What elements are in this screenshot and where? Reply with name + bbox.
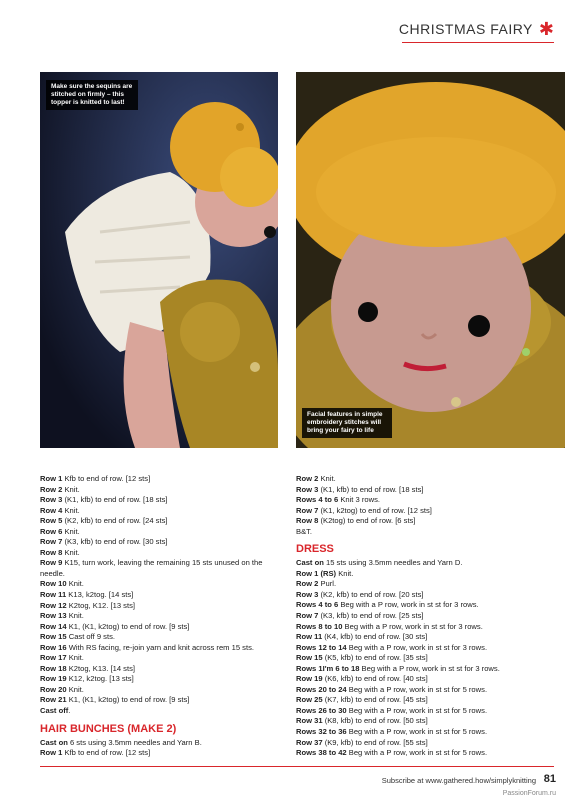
pattern-row [40, 664, 278, 675]
pattern-row [40, 527, 278, 538]
pattern-row [40, 706, 278, 717]
row-label: Rows 32 to 36 [296, 727, 347, 737]
row-label: Row 3 [296, 484, 319, 494]
row-label: Row 19 [296, 674, 323, 684]
watermark: PassionForum.ru [502, 790, 556, 797]
asterisk-star-icon: ✱ [538, 19, 554, 39]
row-label: Cast on [296, 558, 324, 568]
pattern-row [296, 569, 546, 580]
row-text: 6 sts using 3.5mm needles and Yarn B. [67, 737, 202, 747]
pattern-row [296, 738, 546, 749]
row-label: Row 12 [40, 600, 67, 610]
pattern-row [296, 611, 546, 622]
row-label: Row 9 [40, 558, 63, 568]
pattern-row [296, 527, 546, 538]
pattern-row [296, 695, 546, 706]
row-label: Row 2 [40, 484, 63, 494]
pattern-row [296, 622, 546, 633]
pattern-row [40, 548, 278, 559]
row-label: Rows 4 to 6 [296, 600, 339, 610]
pattern-row [296, 632, 546, 643]
row-text: Knit. [62, 547, 80, 557]
page-number: 81 [543, 773, 556, 785]
row-text: B&T. [296, 526, 313, 536]
row-label: Row 18 [40, 663, 67, 673]
pattern-row [40, 516, 278, 527]
pattern-row [296, 716, 546, 727]
pattern-row [296, 590, 546, 601]
row-label: Row 15 [296, 653, 323, 663]
row-label: Cast on [40, 737, 68, 747]
pattern-row [40, 653, 278, 664]
row-label: Row 2 [296, 474, 319, 483]
pattern-row [40, 474, 278, 485]
row-text: (K2tog) to end of row. [6 sts] [318, 516, 416, 526]
row-text: Beg with a P row, work in st st for 5 rows. [346, 727, 488, 737]
row-label: Row 1 [40, 748, 63, 758]
row-label: Row 21 [40, 695, 67, 705]
row-label: Row 19 [40, 674, 67, 684]
row-text: Knit. [336, 568, 354, 578]
pattern-row [296, 727, 546, 738]
row-text: K2tog, K12. [13 sts] [66, 600, 135, 610]
row-text: Knit. [62, 526, 80, 536]
row-label: Row 6 [40, 526, 63, 536]
row-text: Knit. [66, 579, 84, 589]
pattern-row [296, 516, 546, 527]
row-label: Rows 1I'm 6 to 18 [296, 663, 360, 673]
subscribe-link[interactable]: Subscribe at www.gathered.how/simplyknitting [381, 776, 536, 785]
pattern-row [40, 495, 278, 506]
pattern-row [296, 706, 546, 717]
pattern-row [296, 664, 546, 675]
row-label: Rows 4 to 6 [296, 495, 339, 505]
photo-caption-left: Make sure the sequins are stitched on firmly – this topper is knitted to last! [46, 80, 138, 110]
dress-rows-list [296, 558, 546, 758]
row-text: Beg with a P row, work in st st for 5 rows. [346, 748, 488, 758]
pattern-row [296, 600, 546, 611]
row-label: Row 11 [296, 632, 323, 642]
row-label: Rows 26 to 30 [296, 705, 347, 715]
section-title: CHRISTMAS FAIRY [398, 21, 533, 37]
row-label: Row 5 [40, 516, 63, 526]
pattern-row [40, 685, 278, 696]
pattern-row [40, 643, 278, 654]
row-label: Row 3 [40, 495, 63, 505]
row-label: Row 4 [40, 505, 63, 515]
row-label: Row 1 (RS) [296, 568, 337, 578]
pattern-row [40, 695, 278, 706]
pattern-row [40, 579, 278, 590]
pattern-row [40, 748, 278, 759]
row-label: Row 11 [40, 590, 67, 600]
row-text: (K1, kfb) to end of row. [18 sts] [62, 495, 168, 505]
row-text: (K4, kfb) to end of row. [30 sts] [322, 632, 428, 642]
row-label: Row 25 [296, 695, 323, 705]
row-text: Beg with a P row, work in st st for 3 rows. [359, 663, 500, 673]
row-label: Row 2 [296, 579, 319, 589]
photo-caption-right: Facial features in simple embroidery stitches will bring your fairy to life [302, 408, 392, 438]
row-label: Row 16 [40, 642, 67, 652]
pattern-row [40, 632, 278, 643]
row-label: Row 1 [40, 474, 63, 483]
hair-bunches-heading: HAIR BUNCHES (MAKE 2) [40, 722, 177, 735]
row-text: K2tog, K13. [14 sts] [66, 663, 135, 673]
pattern-row [296, 674, 546, 685]
row-text: Beg with a P row, work in st st for 3 rows. [342, 621, 483, 631]
row-label: Row 37 [296, 737, 323, 747]
pattern-row [296, 579, 546, 590]
row-text: (K8, kfb) to end of row. [50 sts] [322, 716, 428, 726]
pattern-row [40, 485, 278, 496]
row-label: Row 15 [40, 632, 67, 642]
row-text: (K2, kfb) to end of row. [24 sts] [62, 516, 168, 526]
row-label: Row 17 [40, 653, 67, 663]
row-label: Row 7 [296, 505, 319, 515]
hair-rows-list [40, 738, 278, 759]
row-label: Row 20 [40, 684, 67, 694]
row-label: Row 7 [40, 537, 63, 547]
hair-rows-continued-list [296, 474, 546, 537]
head-rows-list [40, 474, 278, 717]
row-text: (K5, kfb) to end of row. [35 sts] [322, 653, 428, 663]
row-text: Kfb to end of row. [12 sts] [62, 748, 151, 758]
row-text: Beg with a P row, work in st st for 3 rows. [346, 642, 488, 652]
fairy-side-illustration [40, 72, 278, 448]
row-text: Knit. [62, 484, 80, 494]
pattern-row [296, 558, 546, 569]
row-text: With RS facing, re-join yarn and knit across rem 15 sts. [66, 642, 254, 652]
row-text: Knit. [66, 611, 84, 621]
row-text: Knit. [62, 505, 80, 515]
pattern-row [296, 653, 546, 664]
row-label: Row 31 [296, 716, 323, 726]
row-text: (K2, kfb) to end of row. [20 sts] [318, 589, 424, 599]
row-text: Knit. [66, 684, 84, 694]
pattern-row [40, 537, 278, 548]
pattern-row [40, 506, 278, 517]
row-text: . [68, 706, 71, 716]
row-text: (K7, kfb) to end of row. [45 sts] [322, 695, 428, 705]
photo-fairy-face [296, 72, 565, 448]
row-label: Cast off [40, 706, 69, 716]
row-label: Row 7 [296, 611, 319, 621]
fairy-face-illustration [296, 72, 565, 448]
pattern-row [40, 674, 278, 685]
pattern-row [40, 558, 278, 579]
pattern-row [296, 685, 546, 696]
row-text: Beg with a P row, work in st st for 3 rows. [338, 600, 479, 610]
photo-fairy-side [40, 72, 278, 448]
row-text: (K6, kfb) to end of row. [40 sts] [322, 674, 428, 684]
pattern-row [40, 601, 278, 612]
row-text: 15 sts using 3.5mm needles and Yarn D. [323, 558, 463, 568]
pattern-row [296, 495, 546, 506]
pattern-row [40, 590, 278, 601]
row-text: K1, (K1, k2tog) to end of row. [9 sts] [66, 621, 190, 631]
header-rule [402, 42, 554, 43]
row-text: Purl. [318, 579, 337, 589]
footer-rule [40, 766, 554, 767]
pattern-column-left [40, 474, 278, 759]
row-text: K13, k2tog. [14 sts] [66, 590, 134, 600]
pattern-column-right [296, 474, 546, 759]
row-label: Rows 8 to 10 [296, 621, 343, 631]
row-text: (K1, kfb) to end of row. [18 sts] [318, 484, 424, 494]
pattern-row [296, 485, 546, 496]
row-text: K1, (K1, k2tog) to end of row. [9 sts] [66, 695, 190, 705]
pattern-row [296, 643, 546, 654]
row-label: Row 13 [40, 611, 67, 621]
row-text: (K3, kfb) to end of row. [25 sts] [318, 611, 424, 621]
pattern-row [40, 738, 278, 749]
pattern-row [40, 611, 278, 622]
row-label: Row 14 [40, 621, 67, 631]
row-text: (K1, k2tog) to end of row. [12 sts] [318, 505, 432, 515]
row-label: Row 3 [296, 589, 319, 599]
row-text: Cast off 9 sts. [66, 632, 115, 642]
page-header [399, 20, 554, 38]
row-text: (K3, kfb) to end of row. [30 sts] [62, 537, 168, 547]
dress-heading: DRESS [296, 543, 334, 556]
row-text: Knit 3 rows. [338, 495, 380, 505]
row-label: Row 8 [296, 516, 319, 526]
row-label: Rows 20 to 24 [296, 684, 347, 694]
row-label: Row 10 [40, 579, 67, 589]
row-label: Row 8 [40, 547, 63, 557]
row-text: K15, turn work, leaving the remaining 15 sts unused on the needle. [40, 558, 263, 578]
row-text: K12, k2tog. [13 sts] [66, 674, 134, 684]
pattern-row [296, 748, 546, 759]
row-text: Knit. [318, 474, 336, 483]
row-label: Rows 38 to 42 [296, 748, 347, 758]
pattern-row [40, 622, 278, 633]
row-label: Rows 12 to 14 [296, 642, 347, 652]
row-text: Beg with a P row, work in st st for 5 rows. [346, 705, 488, 715]
row-text: Beg with a P row, work in st st for 5 rows. [346, 684, 488, 694]
row-text: (K9, kfb) to end of row. [55 sts] [322, 737, 428, 747]
pattern-row [296, 506, 546, 517]
row-text: Knit. [66, 653, 84, 663]
row-text: Kfb to end of row. [12 sts] [62, 474, 151, 483]
pattern-row [296, 474, 546, 485]
